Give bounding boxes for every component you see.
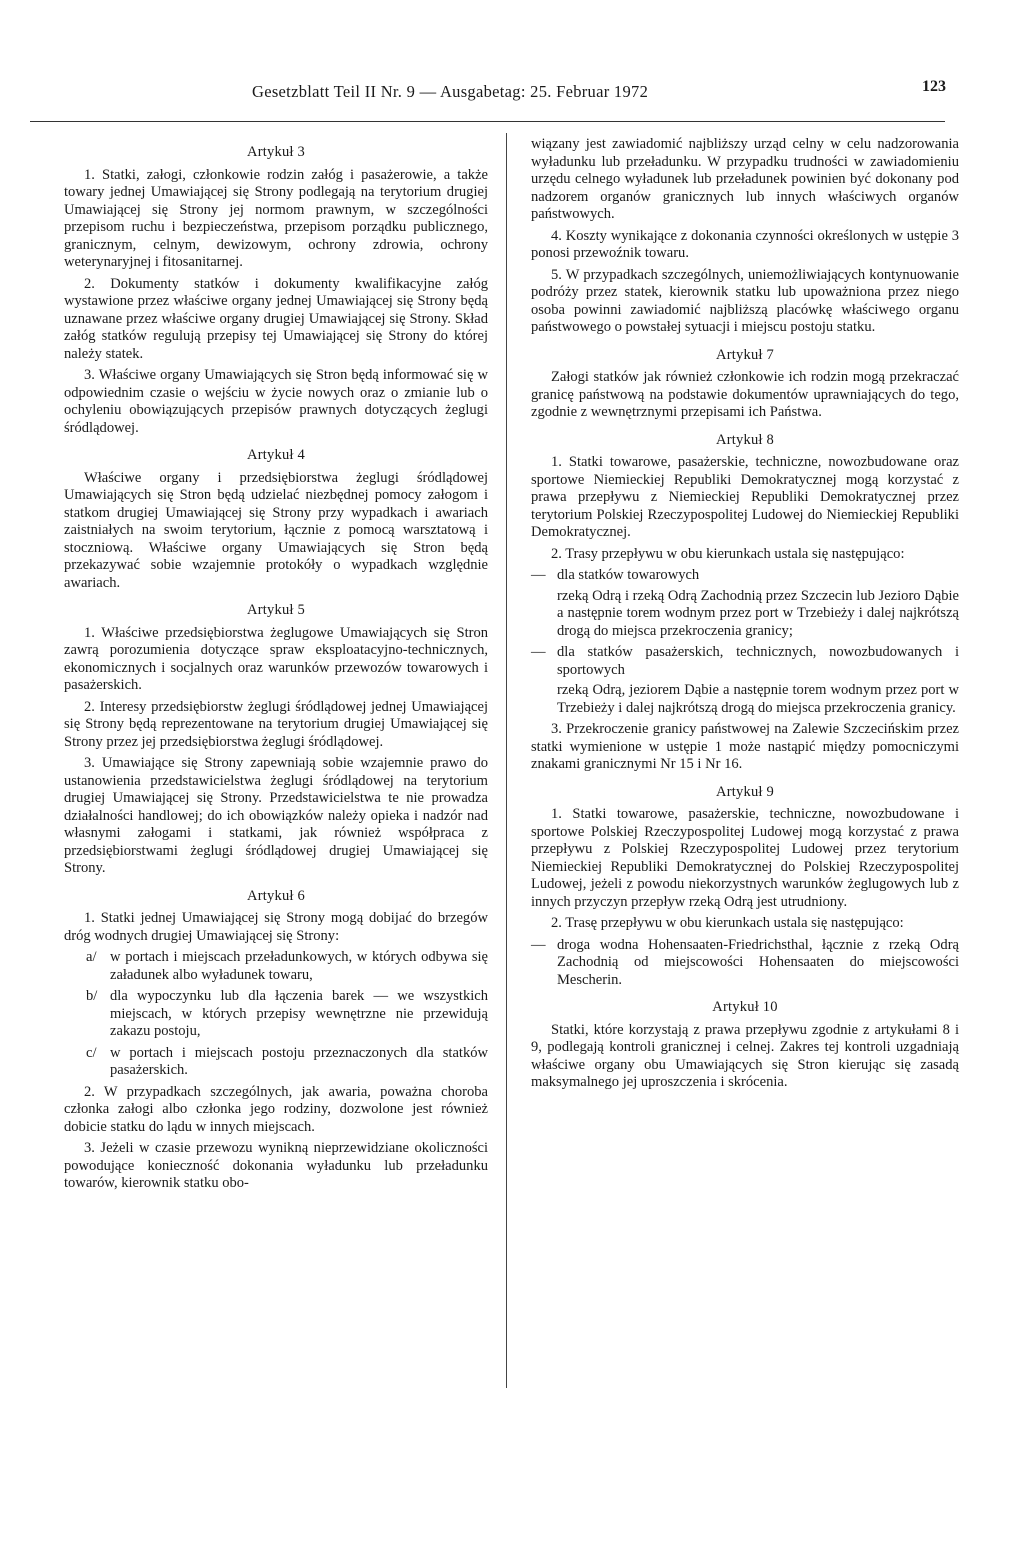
article-6-para-4: 4. Koszty wynikające z dokonania czynności określonych w ustępie 3 ponosi przewoźnik towaru. [531, 227, 959, 261]
article-6-para-3: 3. Jeżeli w czasie przewozu wynikną nieprzewidziane okoliczności powodujące konieczność dokonania wyładunku lub przeładunku towarów, kierownik statku obo- [64, 1140, 488, 1191]
article-3-para-2: 2. Dokumenty statków i dokumenty kwalifikacyjne załóg wystawione przez właściwe organy jednej Umawiającej się Strony będą uznawane przez właściwe organy drugiej Umawiającej się Strony. Skład załóg statków regulują przepisy tej Umawiającej się Strony do której należy statek. [64, 275, 488, 362]
article-5-para-2: 2. Interesy przedsiębiorstw żeglugi śródlądowej jednej Umawiającej się Strony będą reprezentowane na terytorium drugiej Umawiającej się Strony przez jej przedsiębiorstwa żeglugi śródlądowej. [64, 698, 488, 750]
article-4-heading: Artykuł 4 [247, 447, 305, 463]
item-b-text: dla wypoczynku lub dla łączenia barek — we wszystkich miejscach, w których przepisy wewnętrzne nie przewidują zakazu postoju, [110, 988, 488, 1039]
dash-1-text: dla statków towarowych [557, 567, 700, 583]
article-8-para-3: 3. Przekroczenie granicy państwowej na Zalewie Szczecińskim przez statki wymienione w ustępie 1 może nastąpić między pomocniczymi znakami granicznymi Nr 15 i Nr 16. [531, 721, 959, 772]
article-7-heading: Artykuł 7 [716, 346, 774, 363]
header-rule [30, 121, 945, 122]
left-column [64, 136, 488, 1197]
article-3-para-1: 1. Statki, załogi, członkowie rodzin załóg i pasażerowie, a także towary jednej Umawiającej się Strony podlegają na terytorium drugiej Umawiającej się Strony jej normom prawnym, w szczególności przepisom ruchu i bezpieczeństwa, przepisom porządku publicznego, granicznym, celnym, dewizowym, ochrony zdrowia, ochrony weterynaryjnej i fitosanitarnej. [64, 166, 488, 270]
article-6-para-3-continued: wiązany jest zawiadomić najbliższy urząd celny w celu nadzorowania wyładunku lub przeładunku. W przypadku trudności w zawiadomieniu urzędu celnego wyładunek lub przeładunek powinien być dokonany pod nadzorem organów granicznych lub innych właściwych organów państwowych. [531, 136, 959, 222]
article-9-dash-1-text: droga wodna Hohensaaten-Friedrichsthal, łącznie z rzeką Odrą Zachodnią od miejscowości Hohensaaten do miejscowości Mescherin. [557, 936, 959, 988]
article-10-heading: Artykuł 10 [712, 999, 778, 1015]
article-6-item-c [64, 1045, 488, 1080]
article-6-heading: Artykuł 6 [247, 887, 305, 904]
item-a-text: w portach i miejscach przeładunkowych, w których odbywa się załadunek albo wyładunek towaru, [110, 949, 488, 983]
item-a-marker: a/ [86, 949, 97, 965]
article-8-route-1: rzeką Odrą i rzeką Odrą Zachodnią przez Szczecin lub Jezioro Dąbie a następnie torem wodnym przez port w Trzebieży i dalej najkrótszą drogą do miejsca przekroczenia granicy; [557, 587, 959, 639]
column-divider [506, 133, 507, 1388]
article-6-para-1: 1. Statki jednej Umawiającej się Strony mogą dobijać do brzegów dróg wodnych drugiej Umawiającej się Strony: [64, 910, 488, 944]
article-8-dash-1 [531, 567, 959, 585]
item-c-text: w portach i miejscach postoju przeznaczonych dla statków pasażerskich. [110, 1044, 488, 1078]
article-8-para-1: 1. Statki towarowe, pasażerskie, techniczne, nowozbudowane oraz sportowe Niemieckiej Republiki Demokratycznej mogą korzystać z prawa przepływu z Niemieckiej Republiki Demokratycznej przez terytorium Polskiej Rzeczypospolitej Ludowej do Niemieckiej Republiki Demokratycznej. [531, 454, 959, 540]
article-3-para-3: 3. Właściwe organy Umawiających się Stron będą informować się w odpowiednim czasie o wejściu w życie nowych oraz o zmianie lub o ochyleniu obowiązujących przepisów prawnych dotyczących żeglugi śródlądowej. [64, 367, 488, 436]
article-3-heading: Artykuł 3 [247, 144, 305, 160]
article-6-item-a [64, 949, 488, 984]
dash-marker: — [531, 567, 546, 583]
article-5-heading: Artykuł 5 [247, 602, 305, 618]
right-column [531, 136, 959, 1096]
dash-marker: — [531, 936, 546, 953]
page-number: 123 [922, 78, 946, 95]
article-6-item-b [64, 988, 488, 1041]
article-7-para-1: Załogi statków jak również członkowie ich rodzin mogą przekraczać granicę państwową na podstawie dokumentów uprawniających do tego, zgodnie z wewnętrznymi przepisami ich Państwa. [531, 369, 959, 420]
article-5-para-1: 1. Właściwe przedsiębiorstwa żeglugowe Umawiających się Stron zawrą porozumienia dotyczące spraw eksploatacyjno-technicznych, ekonomicznych i socjalnych oraz warunków przewozów towarowych i pasażerskich. [64, 624, 488, 693]
article-6-para-5: 5. W przypadkach szczególnych, uniemożliwiających kontynuowanie podróży przez statek, kierownik statku lub upoważniona przez niego osoba powinni zawiadomić najbliższą placówkę właściwego organu państwowego o powstałej sytuacji i miejscu postoju statku. [531, 266, 959, 335]
dash-marker: — [531, 644, 546, 660]
dash-2-text: dla statków pasażerskich, technicznych, nowozbudowanych i sportowych [557, 644, 959, 678]
item-c-marker: c/ [86, 1044, 97, 1061]
article-8-para-2: 2. Trasy przepływu w obu kierunkach ustala się następująco: [551, 545, 905, 562]
article-10-para-1: Statki, które korzystają z prawa przepływu zgodnie z artykułami 8 i 9, podlegają kontroli granicznej i celnej. Zakres tej kontroli uzgadniają właściwe organy obu Umawiających się Stron kierując się zasadą maksymalnego jej uproszczenia i skrócenia. [531, 1021, 959, 1090]
article-9-heading: Artykuł 9 [716, 783, 774, 800]
article-8-route-2: rzeką Odrą, jeziorem Dąbie a następnie torem wodnym przez port w Trzebieży i dalej najkrótszą drogą do miejsca przekroczenia granicy. [557, 682, 959, 716]
article-6-para-2: 2. W przypadkach szczególnych, jak awaria, poważna choroba członka załogi albo członka jego rodziny, dozwolone jest również dobicie statku do lądu w innych miejscach. [64, 1083, 488, 1135]
article-5-para-3: 3. Umawiające się Strony zapewniają sobie wzajemnie prawo do ustanowienia przedstawicielstwa żeglugi śródlądowej na terytorium drugiej Umawiającej się Strony. Przedstawicielstwa te nie prowadza działalności handlowej; do ich obowiązków należy opieka i nadzór nad własnymi załogami i statkami, jak również współpraca z przedsiębiorstwami żeglugi śródlądowej drugiej Umawiającej się Strony. [64, 755, 488, 876]
page-header [40, 78, 950, 104]
article-8-heading: Artykuł 8 [716, 431, 774, 448]
article-8-dash-2 [531, 644, 959, 679]
gazette-title: Gesetzblatt Teil II Nr. 9 — Ausgabetag: 25. Februar 1972 [252, 82, 649, 101]
article-9-para-1: 1. Statki towarowe, pasażerskie, techniczne, nowozbudowane i sportowe Polskiej Rzeczypospolitej Ludowej mogą korzystać z prawa przepływu z Polskiej Rzeczypospolitej Ludowej przez terytorium Niemieckiej Republiki Demokratycznej do Polskiej Rzeczypospolitej Ludowej, jeżeli z powodu niekorzystnych warunków żeglugowych lub z innych przyczyn przepływ rzeką Odrą jest utrudniony. [531, 806, 959, 910]
article-4-para-1: Właściwe organy i przedsiębiorstwa żeglugi śródlądowej Umawiających się Stron będą udzielać niezbędnej pomocy załogom i statkom drugiej Umawiającej się Strony przy wypadkach i awariach zaistniałych na swoim terytorium, łącznie z pomocą warsztatową i stoczniową. Właściwe organy Umawiających się Stron będą przekazywać sobie wzajemnie protokóły o wypadkach względnie awariach. [64, 469, 488, 591]
article-9-dash-1 [531, 937, 959, 990]
item-b-marker: b/ [86, 988, 98, 1004]
article-9-para-2: 2. Trasę przepływu w obu kierunkach ustala się następująco: [551, 915, 904, 931]
